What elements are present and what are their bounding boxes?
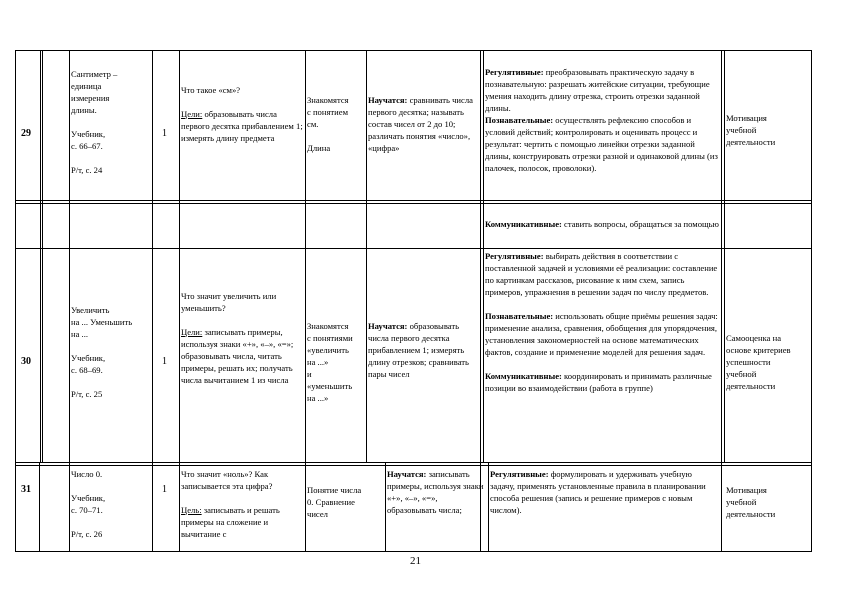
page-number: 21 <box>410 555 421 567</box>
row-divider <box>15 248 812 249</box>
concepts: Понятие числа 0. Сравнение чисел <box>307 485 362 519</box>
row-divider <box>15 462 812 463</box>
lesson-number: 29 <box>21 128 31 139</box>
personal-results: Самооценка на основе критериев успешности учебной деятельности <box>726 333 791 391</box>
col-divider <box>69 50 70 552</box>
row-divider <box>15 203 812 204</box>
subject-results: Научатся: сравнивать числа первого десятка; называть состав чисел от 2 до 10; различать понятия «число», «цифра» <box>368 95 473 153</box>
col-divider <box>366 50 367 462</box>
lesson-hours: 1 <box>162 484 167 495</box>
concepts: Знакомятся с понятием см. Длина <box>307 95 349 153</box>
subject-results: Научатся: образовывать числа первого десятка прибавлением 1; измерять длину отрезков; сравнивать пары чисел <box>368 321 469 379</box>
col-divider <box>40 50 41 462</box>
row-divider <box>15 200 812 201</box>
problem-and-goal: Что значит «ноль»? Как записывается эта цифра? Цель: записывать и решать примеры на сложение и вычитание с <box>181 469 280 539</box>
uud-regulative: Регулятивные: преобразовывать практическую задачу в познавательную: разрешать житейские ситуации, требующие умения находить длину отрезка, строить отрезки заданной длины. Познавательные: осуществлять рефлексию способов и условий действий; контролировать и оценивать процесс и результат: чертить с помощью линейки отрезки заданной длины, конструировать отрезки разной и одинаковой длины (из палочек, полосок, проволоки). <box>485 67 718 173</box>
subject-results: Научатся: записывать примеры, используя знаки «+», «–», «=», образовывать числа; <box>387 469 484 515</box>
uud-communicative: Коммуникативные: ставить вопросы, обращаться за помощью <box>485 219 719 229</box>
col-divider <box>179 50 180 552</box>
col-divider <box>152 50 153 552</box>
problem-and-goal: Что значит увеличить или уменьшить? Цели: записывать примеры, используя знаки «+», «–», «=»; образовывать числа, читать примеры, решать их; получать числа вычитанием 1 из числа <box>181 291 294 385</box>
problem-and-goal: Что такое «см»? Цели: образовывать числа первого десятка прибавлением 1; измерять длину предмета <box>181 85 303 143</box>
table-border-top <box>15 50 812 51</box>
uud-regulative: Регулятивные: формулировать и удерживать учебную задачу, применять установленные правила в планировании способа решения (запись и решение примеров с новым числом). <box>490 469 706 515</box>
table-border-right <box>811 50 812 552</box>
table-border-bottom <box>15 551 812 552</box>
row-divider <box>15 465 812 466</box>
lesson-hours: 1 <box>162 128 167 139</box>
lesson-topic: Увеличить на ... Уменьшить на ... Учебник, с. 68–69. Р/т, с. 25 <box>71 305 133 399</box>
concepts: Знакомятся с понятиями «увеличить на ...» и «уменьшить на ...» <box>307 321 353 403</box>
lesson-hours: 1 <box>162 356 167 367</box>
col-divider <box>305 50 306 552</box>
col-divider <box>724 50 725 462</box>
table-border-left <box>15 50 16 552</box>
lesson-number: 31 <box>21 484 31 495</box>
lesson-plan-table <box>15 50 812 552</box>
personal-results: Мотивация учебной деятельности <box>726 485 776 519</box>
col-divider <box>721 50 722 552</box>
col-divider <box>483 50 484 462</box>
lesson-number: 30 <box>21 356 31 367</box>
col-divider <box>42 50 43 462</box>
col-divider <box>488 462 489 552</box>
personal-results: Мотивация учебной деятельности <box>726 113 776 147</box>
col-divider <box>39 462 40 552</box>
lesson-topic: Сантиметр – единица измерения длины. Учебник, с. 66–67. Р/т, с. 24 <box>71 69 118 175</box>
col-divider <box>385 462 386 552</box>
lesson-topic: Число 0. Учебник, с. 70–71. Р/т, с. 26 <box>71 469 106 539</box>
uud-regulative: Регулятивные: выбирать действия в соответствии с поставленной задачей и условиями её реализации: составление по картинкам рассказов, рисование к ним схем, запись примеров, упражнения в решении задач по числу предметов. Познавательные: использовать общие приёмы решения задач: применение анализа, сравнения, обобщения для упорядочения, установления закономерностей на основе математических фактов, создание и применение моделей для решения задач. Коммуникативные: координировать и принимать различные позиции во взаимодействии (работа в группе) <box>485 251 718 393</box>
